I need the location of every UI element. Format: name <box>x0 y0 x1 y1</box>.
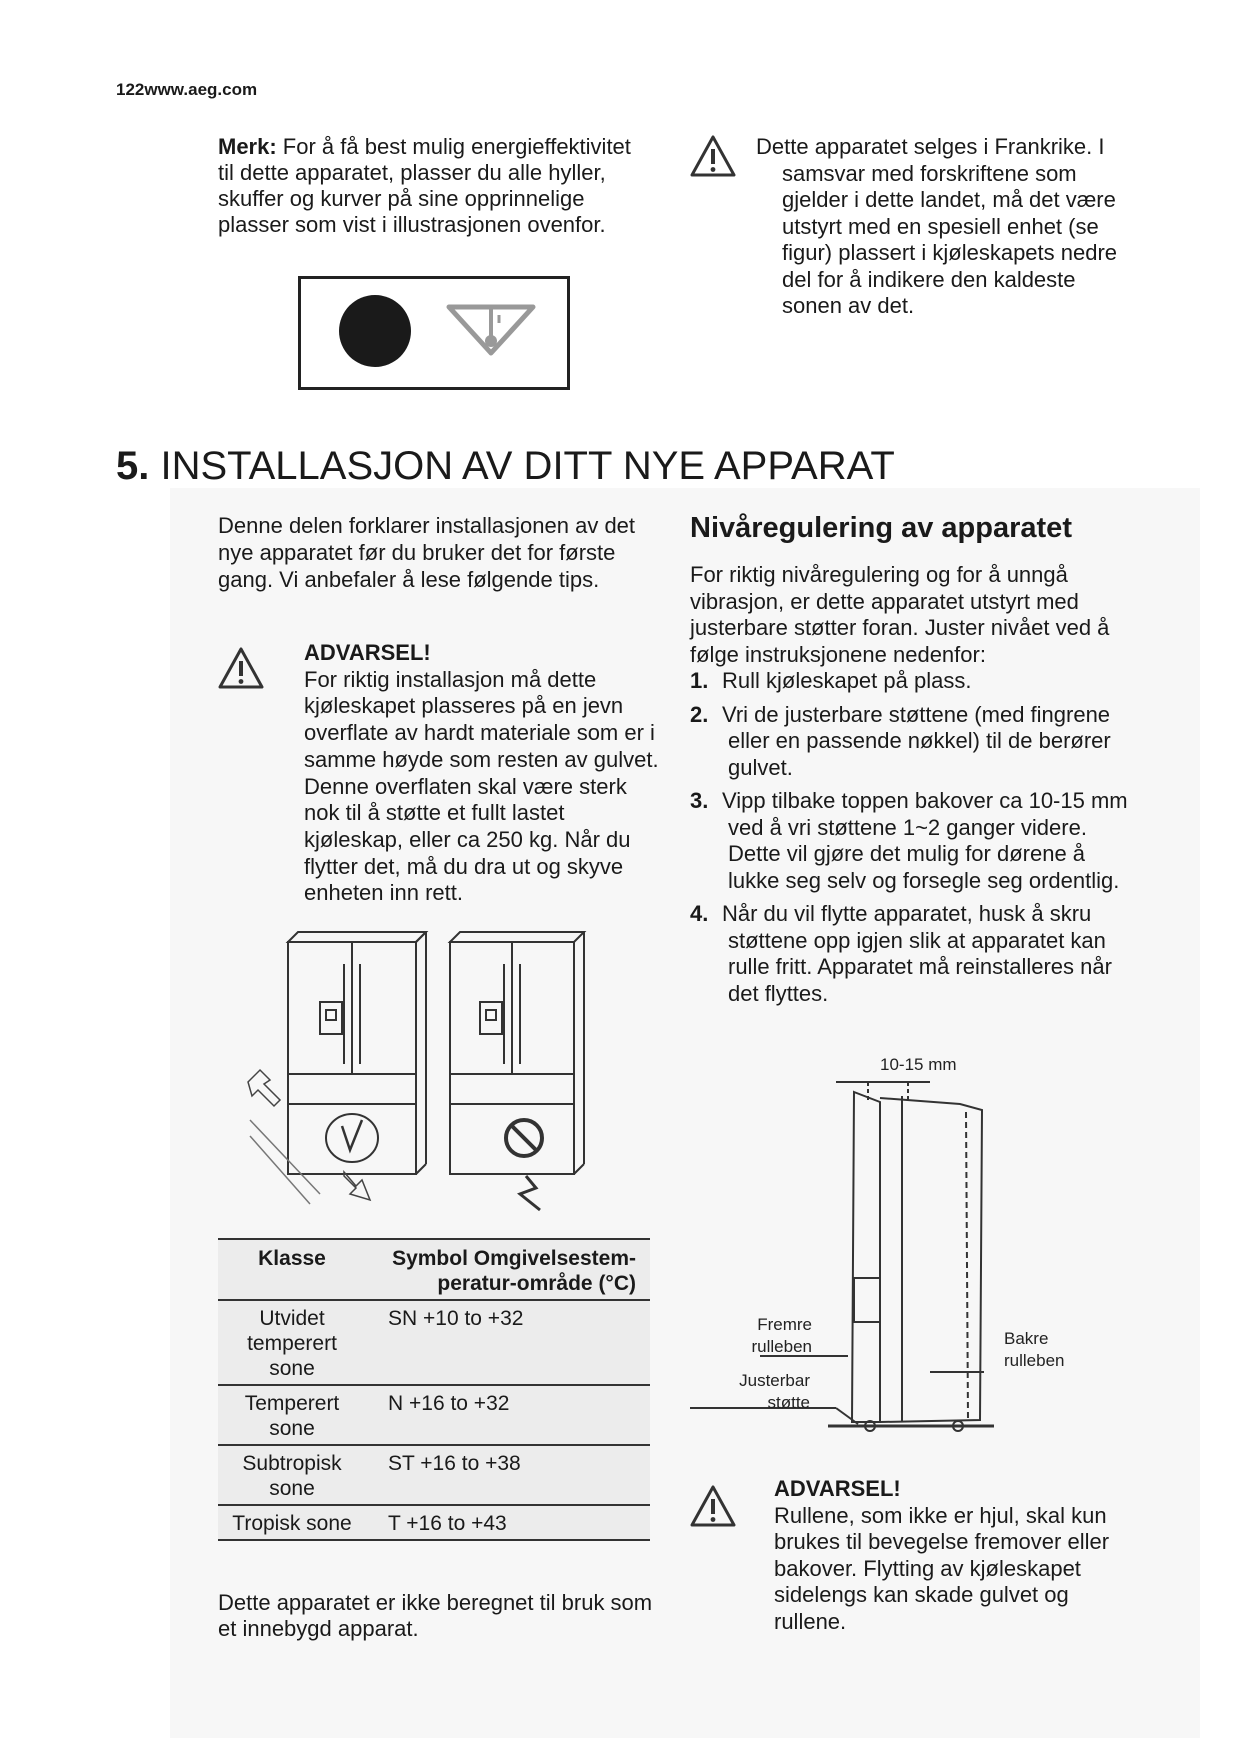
table-row <box>218 1445 650 1505</box>
front-roller-line2: rulleben <box>751 1337 812 1356</box>
warning-triangle-icon <box>690 134 736 178</box>
table-header-symbol: Symbol Omgivelsestem-peratur-område (°C) <box>392 1247 636 1295</box>
page-header-url: 122www.aeg.com <box>116 80 258 99</box>
adjustable-foot-label <box>726 1370 810 1414</box>
adjustable-foot-line1: Justerbar <box>739 1371 810 1390</box>
warning-triangle-icon <box>690 1484 736 1528</box>
step-text: Vipp tilbake toppen bakover ca 10-15 mm ved å vri støttene 1~2 ganger videre. Dette vil gjøre det mulig for dørene å lukke seg selv og forsegle seg ordentlig. <box>722 788 1128 893</box>
leveling-intro: For riktig nivåregulering og for å unngå vibrasjon, er dette apparatet utstyrt med justerbare støtter foran. Juster nivået ved å følge instruksjonene nedenfor: <box>690 562 1110 667</box>
france-notice-text: Dette apparatet selges i Frankrike. I samsvar med forskriftene som gjelder i dette landet, må det være utstyrt med en spesiell enhet (se figur) plassert i kjøleskapets nedre del for å indikere den kaldeste sonen av det. <box>756 134 1118 318</box>
section-number: 5. <box>116 444 150 488</box>
step-text: Rull kjøleskapet på plass. <box>722 668 972 693</box>
step-number: 1. <box>690 668 709 693</box>
list-item <box>690 702 1130 782</box>
section-title <box>116 444 895 489</box>
table-cell-klasse: Tropisk sone <box>232 1512 352 1535</box>
leveling-title: Nivåregulering av apparatet <box>690 512 1072 544</box>
intro-paragraph: Denne delen forklarer installasjonen av det nye apparatet før du bruker det for første gang. Vi anbefaler å lese følgende tips. <box>218 513 636 592</box>
tilt-distance-label: 10-15 mm <box>880 1055 957 1074</box>
step-text: Vri de justerbare støttene (med fingrene eller en passende nøkkel) til de berører gulvet. <box>722 701 1111 780</box>
france-notice <box>756 134 1126 320</box>
warning-text: Rullene, som ikke er hjul, skal kun brukes til bevegelse fremover eller bakover. Flytting av kjøleskapet sidelengs kan skade gulvet og rullene. <box>774 1502 1110 1634</box>
warning-title: ADVARSEL! <box>304 640 431 665</box>
rear-roller-label <box>1004 1328 1065 1372</box>
table-cell-range: N +16 to +32 <box>388 1392 510 1415</box>
step-number: 2. <box>690 701 709 727</box>
warning-triangle-icon <box>218 646 264 690</box>
list-item <box>690 668 1130 695</box>
table-header-klasse: Klasse <box>258 1247 326 1270</box>
front-roller-label <box>750 1314 812 1358</box>
section-title-text: INSTALLASJON AV DITT NYE APPARAT <box>149 444 895 488</box>
fridge-placement-illustration <box>240 924 620 1214</box>
note-text: For å få best mulig energieffektivitet til dette apparatet, plasser du alle hyller, skuffer og kurver på sine opprinnelige plasser som vist i illustrasjonen ovenfor. <box>218 134 631 237</box>
not-builtin-note: Dette apparatet er ikke beregnet til bruk som et innebygd apparat. <box>218 1590 653 1641</box>
coldest-zone-icon <box>301 279 567 387</box>
leveling-steps <box>690 668 1130 1014</box>
table-row <box>218 1505 650 1540</box>
climate-class-table <box>218 1238 650 1541</box>
warning-installation <box>304 640 664 907</box>
front-roller-line1: Fremre <box>757 1315 812 1334</box>
table-cell-range: SN +10 to +32 <box>388 1307 524 1330</box>
warning-text: For riktig installasjon må dette kjøleskapet plasseres på en jevn overflate av hardt materiale som er i samme høyde som resten av gulvet. Denne overflaten skal være sterk nok til å støtte et fullt lastet kjøleskap, eller ca 250 kg. Når du flytter det, må du dra ut og skyve enheten inn rett. <box>304 666 659 906</box>
note-paragraph <box>218 134 638 238</box>
coldest-zone-symbol-box <box>298 276 570 390</box>
prohibited-icon <box>506 1120 542 1156</box>
table-cell-klasse: Utvidet temperert sone <box>247 1307 337 1380</box>
table-cell-klasse: Temperert sone <box>244 1392 340 1440</box>
table-cell-range: T +16 to +43 <box>388 1512 507 1535</box>
step-number: 4. <box>690 901 709 926</box>
table-cell-klasse: Subtropisk sone <box>242 1452 342 1500</box>
rear-roller-line2: rulleben <box>1004 1351 1065 1370</box>
table-cell-range: ST +16 to +38 <box>388 1452 521 1475</box>
rear-roller-line1: Bakre <box>1004 1329 1049 1348</box>
list-item <box>690 901 1130 1007</box>
table-row <box>218 1300 650 1385</box>
table-header-row <box>218 1239 650 1300</box>
check-icon <box>326 1114 378 1162</box>
table-row <box>218 1385 650 1445</box>
note-label: Merk: <box>218 134 277 159</box>
warning-rollers <box>774 1476 1144 1635</box>
adjustable-foot-line2: støtte <box>767 1393 810 1412</box>
step-text: Når du vil flytte apparatet, husk å skru støttene opp igjen slik at apparatet kan rulle fritt. Apparatet må reinstalleres når det flyttes. <box>722 901 1112 1006</box>
warning-title: ADVARSEL! <box>774 1476 901 1501</box>
list-item <box>690 788 1130 894</box>
step-number: 3. <box>690 788 709 813</box>
